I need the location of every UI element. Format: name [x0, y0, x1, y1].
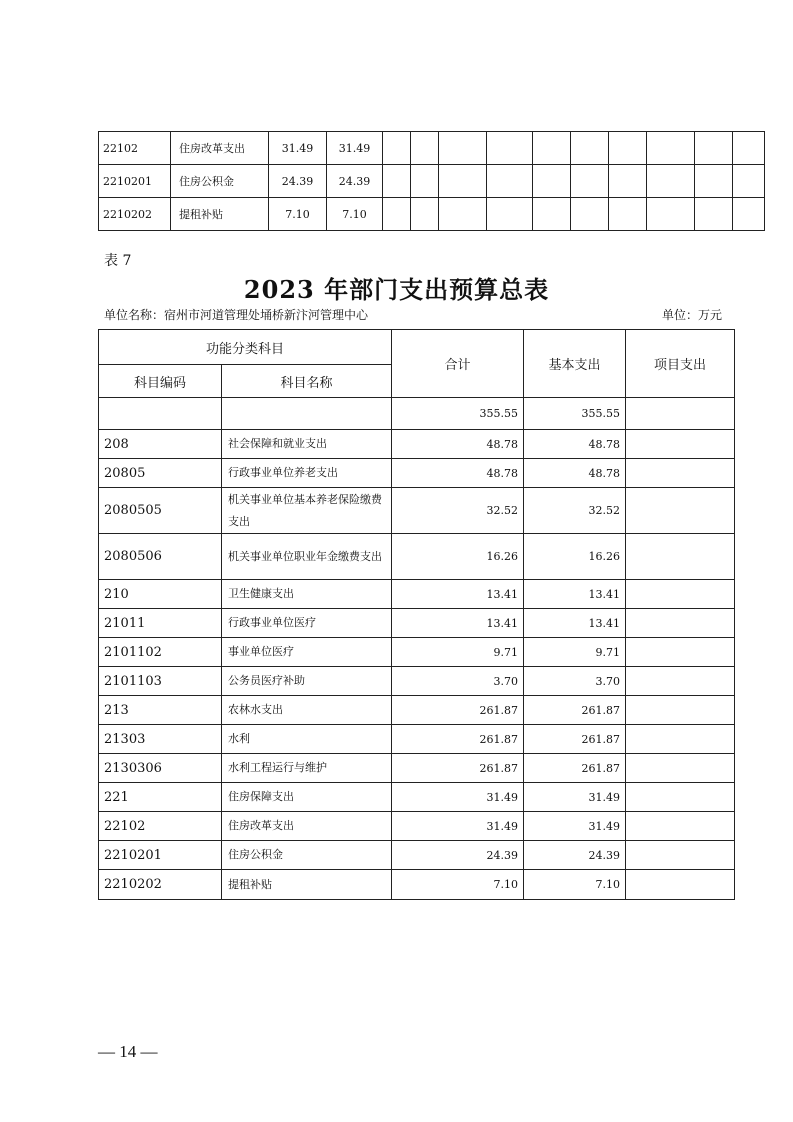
subject-code-cell: 21011: [99, 609, 222, 638]
empty-cell: [411, 132, 439, 165]
subject-name-cell: [222, 398, 392, 430]
basic-expenditure-cell: 32.52: [524, 488, 626, 534]
empty-cell: [733, 198, 765, 231]
value-cell: 31.49: [327, 132, 383, 165]
subject-code-cell: 2210202: [99, 198, 171, 231]
subject-code-cell: 21303: [99, 725, 222, 754]
header-total: 合计: [392, 330, 524, 398]
empty-cell: [439, 165, 487, 198]
expenditure-budget-table: [98, 329, 735, 900]
subject-name-cell: 行政事业单位医疗: [222, 609, 392, 638]
table-row: [99, 165, 765, 198]
table-row: [99, 667, 735, 696]
subject-code-cell: 208: [99, 430, 222, 459]
basic-expenditure-cell: 261.87: [524, 696, 626, 725]
project-expenditure-cell: [626, 841, 735, 870]
table-row: [99, 638, 735, 667]
header-subject-name: 科目名称: [222, 365, 392, 398]
empty-cell: [533, 198, 571, 231]
project-expenditure-cell: [626, 812, 735, 841]
basic-expenditure-cell: 16.26: [524, 534, 626, 580]
subject-code-cell: 22102: [99, 132, 171, 165]
table-row: [99, 398, 735, 430]
total-cell: 48.78: [392, 459, 524, 488]
total-cell: 24.39: [392, 841, 524, 870]
total-cell: 13.41: [392, 580, 524, 609]
subject-name-cell: 住房公积金: [222, 841, 392, 870]
total-cell: 48.78: [392, 430, 524, 459]
basic-expenditure-cell: 31.49: [524, 812, 626, 841]
subject-code-cell: 2101103: [99, 667, 222, 696]
project-expenditure-cell: [626, 870, 735, 900]
header-project-expenditure: 项目支出: [626, 330, 735, 398]
total-cell: 261.87: [392, 754, 524, 783]
empty-cell: [571, 132, 609, 165]
subject-code-cell: 2130306: [99, 754, 222, 783]
empty-cell: [411, 198, 439, 231]
empty-cell: [533, 165, 571, 198]
basic-expenditure-cell: 3.70: [524, 667, 626, 696]
total-cell: 32.52: [392, 488, 524, 534]
empty-cell: [571, 198, 609, 231]
header-subject-code: 科目编码: [99, 365, 222, 398]
subject-name-cell: 水利工程运行与维护: [222, 754, 392, 783]
total-cell: 13.41: [392, 609, 524, 638]
project-expenditure-cell: [626, 696, 735, 725]
table-row: [99, 870, 735, 900]
table-row: [99, 696, 735, 725]
basic-expenditure-cell: 261.87: [524, 754, 626, 783]
empty-cell: [733, 165, 765, 198]
empty-cell: [571, 165, 609, 198]
subject-code-cell: 210: [99, 580, 222, 609]
total-cell: 261.87: [392, 725, 524, 754]
table-row: [99, 430, 735, 459]
page-title: 2023 年部门支出预算总表: [243, 275, 550, 304]
empty-cell: [609, 198, 647, 231]
unit-organization: 单位名称：宿州市河道管理处埇桥新汴河管理中心: [104, 308, 369, 322]
empty-cell: [383, 132, 411, 165]
basic-expenditure-cell: 48.78: [524, 430, 626, 459]
empty-cell: [383, 165, 411, 198]
subject-name-cell: 行政事业单位养老支出: [222, 459, 392, 488]
total-cell: 3.70: [392, 667, 524, 696]
table-row: [99, 580, 735, 609]
empty-cell: [487, 165, 533, 198]
subject-name-cell: 农林水支出: [222, 696, 392, 725]
project-expenditure-cell: [626, 430, 735, 459]
empty-cell: [487, 198, 533, 231]
empty-cell: [733, 132, 765, 165]
value-cell: 7.10: [269, 198, 327, 231]
subject-name-cell: 提租补贴: [171, 198, 269, 231]
empty-cell: [695, 198, 733, 231]
empty-cell: [487, 132, 533, 165]
basic-expenditure-cell: 13.41: [524, 580, 626, 609]
empty-cell: [647, 165, 695, 198]
subject-name-cell: 水利: [222, 725, 392, 754]
project-expenditure-cell: [626, 459, 735, 488]
empty-cell: [383, 198, 411, 231]
empty-cell: [647, 132, 695, 165]
project-expenditure-cell: [626, 609, 735, 638]
subject-name-cell: 机关事业单位基本养老保险缴费支出: [222, 488, 392, 534]
project-expenditure-cell: [626, 667, 735, 696]
subject-code-cell: 2080506: [99, 534, 222, 580]
empty-cell: [439, 198, 487, 231]
basic-expenditure-cell: 9.71: [524, 638, 626, 667]
project-expenditure-cell: [626, 783, 735, 812]
project-expenditure-cell: [626, 488, 735, 534]
empty-cell: [609, 165, 647, 198]
subject-code-cell: 2080505: [99, 488, 222, 534]
subject-name-cell: 事业单位医疗: [222, 638, 392, 667]
basic-expenditure-cell: 13.41: [524, 609, 626, 638]
total-cell: 31.49: [392, 783, 524, 812]
subject-code-cell: 22102: [99, 812, 222, 841]
header-function-classification: 功能分类科目: [99, 330, 392, 365]
table-row: [99, 725, 735, 754]
basic-expenditure-cell: 355.55: [524, 398, 626, 430]
subject-code-cell: 2101102: [99, 638, 222, 667]
empty-cell: [533, 132, 571, 165]
total-cell: 31.49: [392, 812, 524, 841]
subject-code-cell: 213: [99, 696, 222, 725]
subject-code-cell: 2210201: [99, 841, 222, 870]
project-expenditure-cell: [626, 534, 735, 580]
basic-expenditure-cell: 24.39: [524, 841, 626, 870]
subject-name-cell: 机关事业单位职业年金缴费支出: [222, 534, 392, 580]
table-row: [99, 754, 735, 783]
empty-cell: [647, 198, 695, 231]
table-row: [99, 783, 735, 812]
subject-name-cell: 社会保障和就业支出: [222, 430, 392, 459]
subject-name-cell: 提租补贴: [222, 870, 392, 900]
unit-label: 单位：万元: [662, 308, 723, 322]
subject-name-cell: 住房保障支出: [222, 783, 392, 812]
basic-expenditure-cell: 48.78: [524, 459, 626, 488]
table-row: [99, 198, 765, 231]
table-number: 表 7: [104, 253, 132, 269]
project-expenditure-cell: [626, 725, 735, 754]
project-expenditure-cell: [626, 754, 735, 783]
value-cell: 7.10: [327, 198, 383, 231]
empty-cell: [439, 132, 487, 165]
total-cell: 261.87: [392, 696, 524, 725]
table-row: [99, 609, 735, 638]
value-cell: 24.39: [327, 165, 383, 198]
basic-expenditure-cell: 31.49: [524, 783, 626, 812]
table-row: [99, 459, 735, 488]
subject-name-cell: 住房改革支出: [171, 132, 269, 165]
page-number: — 14 —: [98, 1042, 158, 1061]
total-cell: 9.71: [392, 638, 524, 667]
table-row: [99, 132, 765, 165]
table-row: [99, 488, 735, 534]
total-cell: 355.55: [392, 398, 524, 430]
total-cell: 16.26: [392, 534, 524, 580]
project-expenditure-cell: [626, 638, 735, 667]
table-row: [99, 841, 735, 870]
subject-name-cell: 住房改革支出: [222, 812, 392, 841]
subject-name-cell: 卫生健康支出: [222, 580, 392, 609]
subject-code-cell: [99, 398, 222, 430]
empty-cell: [609, 132, 647, 165]
table-row: [99, 812, 735, 841]
empty-cell: [695, 165, 733, 198]
value-cell: 24.39: [269, 165, 327, 198]
basic-expenditure-cell: 7.10: [524, 870, 626, 900]
subject-name-cell: 公务员医疗补助: [222, 667, 392, 696]
project-expenditure-cell: [626, 398, 735, 430]
header-basic-expenditure: 基本支出: [524, 330, 626, 398]
total-cell: 7.10: [392, 870, 524, 900]
subject-code-cell: 2210201: [99, 165, 171, 198]
subject-code-cell: 221: [99, 783, 222, 812]
empty-cell: [411, 165, 439, 198]
subject-code-cell: 2210202: [99, 870, 222, 900]
continued-budget-table: [98, 131, 765, 231]
empty-cell: [695, 132, 733, 165]
value-cell: 31.49: [269, 132, 327, 165]
basic-expenditure-cell: 261.87: [524, 725, 626, 754]
subject-name-cell: 住房公积金: [171, 165, 269, 198]
subject-code-cell: 20805: [99, 459, 222, 488]
project-expenditure-cell: [626, 580, 735, 609]
table-row: [99, 534, 735, 580]
